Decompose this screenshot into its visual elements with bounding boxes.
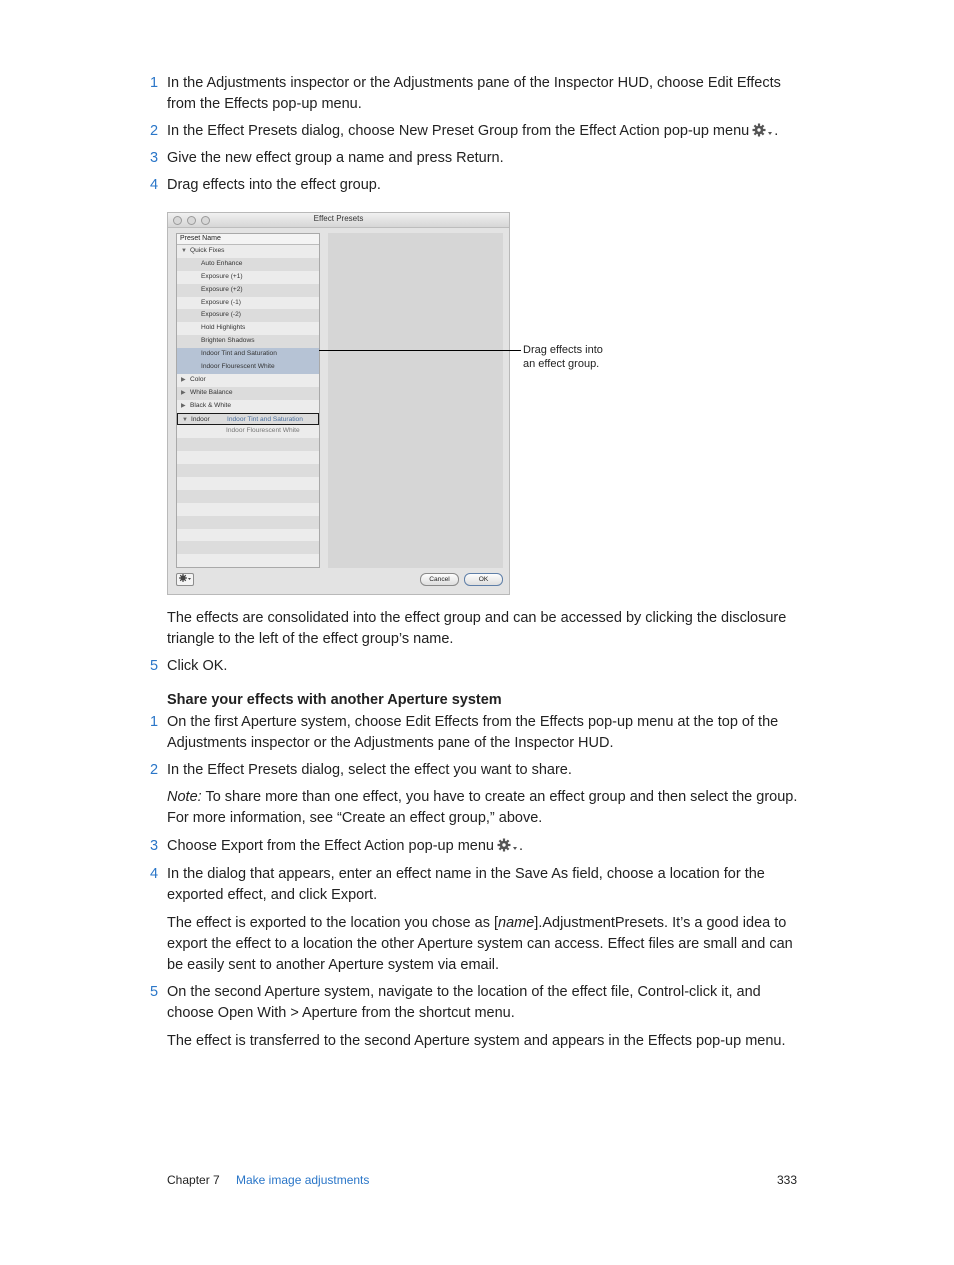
- exported-text-italic: name: [498, 915, 535, 931]
- disclosure-open-icon[interactable]: ▼: [181, 248, 187, 254]
- preset-label: Black & White: [190, 401, 232, 409]
- preset-row[interactable]: [177, 413, 319, 426]
- paragraph-consolidated: The effects are consolidated into the effect group and can be accessed by clicking the disclosure triangle to the left of the effect group’s name.: [167, 610, 787, 647]
- preset-row[interactable]: [177, 490, 319, 503]
- paragraph-exported: [167, 913, 799, 976]
- preset-row[interactable]: [177, 348, 319, 361]
- step-text: Drag effects into the effect group.: [167, 177, 381, 193]
- preset-label: Brighten Shadows: [201, 337, 255, 345]
- disclosure-closed-icon[interactable]: ▶: [181, 376, 186, 383]
- preset-row[interactable]: [177, 438, 319, 451]
- preset-row[interactable]: [177, 425, 319, 438]
- note-paragraph: [167, 787, 799, 829]
- preset-row[interactable]: [177, 245, 319, 258]
- preset-row[interactable]: [177, 554, 319, 567]
- dragged-preset-label: Indoor Tint and Saturation: [227, 415, 303, 423]
- preset-row[interactable]: [177, 335, 319, 348]
- gear-action-icon: [752, 123, 774, 137]
- preset-row[interactable]: [177, 503, 319, 516]
- effect-action-button[interactable]: [176, 573, 194, 586]
- preset-row[interactable]: [177, 516, 319, 529]
- dialog-title: Effect Presets: [313, 214, 364, 223]
- preset-row[interactable]: [177, 541, 319, 554]
- note-text: To share more than one effect, you have to create an effect group and then select the group. For more information, see “Create an effect group,” above.: [167, 789, 798, 826]
- disclosure-open-icon[interactable]: ▼: [182, 416, 188, 423]
- callout-line: [319, 350, 521, 351]
- ok-button[interactable]: OK: [464, 573, 503, 586]
- preset-row[interactable]: [177, 451, 319, 464]
- preset-row[interactable]: [177, 322, 319, 335]
- preset-row[interactable]: [177, 271, 319, 284]
- step-number: 3: [150, 838, 159, 854]
- section-heading: Share your effects with another Aperture system: [167, 692, 502, 708]
- disclosure-closed-icon[interactable]: ▶: [181, 402, 186, 409]
- step-text: [167, 121, 799, 142]
- callout-line-2: an effect group.: [523, 358, 600, 370]
- preset-label: Exposure (+1): [201, 272, 243, 280]
- note-label: Note:: [167, 789, 202, 805]
- column-header-preset-name[interactable]: Preset Name: [177, 234, 319, 245]
- preset-label: Indoor Tint and Saturation: [201, 350, 277, 358]
- step-number: 2: [150, 123, 159, 139]
- step-text: On the second Aperture system, navigate to the location of the effect file, Control-click it, and choose Open With > Aperture from the shortcut menu.: [167, 984, 761, 1021]
- preset-label: Auto Enhance: [201, 259, 243, 267]
- footer-chapter-link[interactable]: Make image adjustments: [236, 1173, 370, 1187]
- step-text: In the Adjustments inspector or the Adjustments pane of the Inspector HUD, choose Edit Effects from the Effects pop-up menu.: [167, 75, 781, 112]
- preset-list[interactable]: [176, 233, 320, 568]
- step-text: [167, 836, 799, 857]
- preset-row[interactable]: [177, 309, 319, 322]
- preset-row[interactable]: [177, 387, 319, 400]
- preset-label: White Balance: [190, 388, 233, 396]
- step-text: In the Effect Presets dialog, select the effect you want to share.: [167, 762, 572, 778]
- preset-row[interactable]: [177, 297, 319, 310]
- step-text: Give the new effect group a name and press Return.: [167, 150, 504, 166]
- preset-label: Color: [190, 375, 206, 383]
- step-number: 3: [150, 150, 159, 166]
- preset-row[interactable]: [177, 361, 319, 374]
- gear-action-icon: [497, 838, 519, 852]
- footer-chapter: Chapter 7: [167, 1173, 220, 1187]
- preset-label: Indoor: [191, 415, 210, 423]
- step-text: Click OK.: [167, 658, 228, 674]
- preset-label: Hold Highlights: [201, 324, 246, 332]
- effect-presets-dialog: [167, 212, 510, 595]
- step-text: In the dialog that appears, enter an effect name in the Save As field, choose a location for the exported effect, and click Export.: [167, 866, 765, 903]
- cancel-button[interactable]: Cancel: [420, 573, 459, 586]
- disclosure-closed-icon[interactable]: ▶: [181, 389, 186, 396]
- step-number: 4: [150, 177, 159, 193]
- callout-text: [523, 343, 633, 371]
- dialog-titlebar: [168, 213, 509, 228]
- step-suffix: .: [518, 838, 524, 854]
- preset-row[interactable]: [177, 464, 319, 477]
- preset-row[interactable]: [177, 284, 319, 297]
- step-number: 1: [150, 75, 159, 91]
- step-text-main: Choose Export from the Effect Action pop-up menu: [167, 838, 494, 854]
- dragged-preset-label: Indoor Flourescent White: [226, 427, 300, 435]
- step-suffix: .: [774, 123, 779, 139]
- preset-row[interactable]: [177, 258, 319, 271]
- exported-text-2: ].AdjustmentPresets. It’s a good idea to export the effect to a location the other Aperture system can access. Effect files are small and can be easily sent to another Aperture system via email.: [167, 915, 793, 973]
- step-text-main: In the Effect Presets dialog, choose New Preset Group from the Effect Action pop-up menu: [167, 123, 750, 139]
- step-text: On the first Aperture system, choose Edit Effects from the Effects pop-up menu at the top of the Adjustments inspector or the Adjustments pane of the Inspector HUD.: [167, 714, 779, 751]
- preset-label: Indoor Flourescent White: [201, 363, 275, 371]
- preset-row[interactable]: [177, 374, 319, 387]
- preset-label: Quick Fixes: [190, 247, 225, 254]
- gear-icon: [179, 574, 191, 582]
- step-number: 4: [150, 866, 159, 882]
- preset-row[interactable]: [177, 477, 319, 490]
- preview-pane: [328, 233, 503, 568]
- preset-label: Exposure (-2): [201, 311, 241, 319]
- step-number: 2: [150, 762, 159, 778]
- preset-row[interactable]: [177, 529, 319, 542]
- preset-label: Exposure (+2): [201, 285, 243, 293]
- step-number: 5: [150, 658, 159, 674]
- preset-row[interactable]: [177, 400, 319, 413]
- exported-text-1: The effect is exported to the location you chose as [: [167, 915, 499, 931]
- preset-label: Exposure (-1): [201, 298, 241, 306]
- step-number: 5: [150, 984, 159, 1000]
- paragraph-transferred: The effect is transferred to the second Aperture system and appears in the Effects pop-up menu.: [167, 1033, 786, 1049]
- callout-line-1: Drag effects into: [523, 344, 603, 356]
- step-number: 1: [150, 714, 159, 730]
- page-number: 333: [777, 1173, 798, 1187]
